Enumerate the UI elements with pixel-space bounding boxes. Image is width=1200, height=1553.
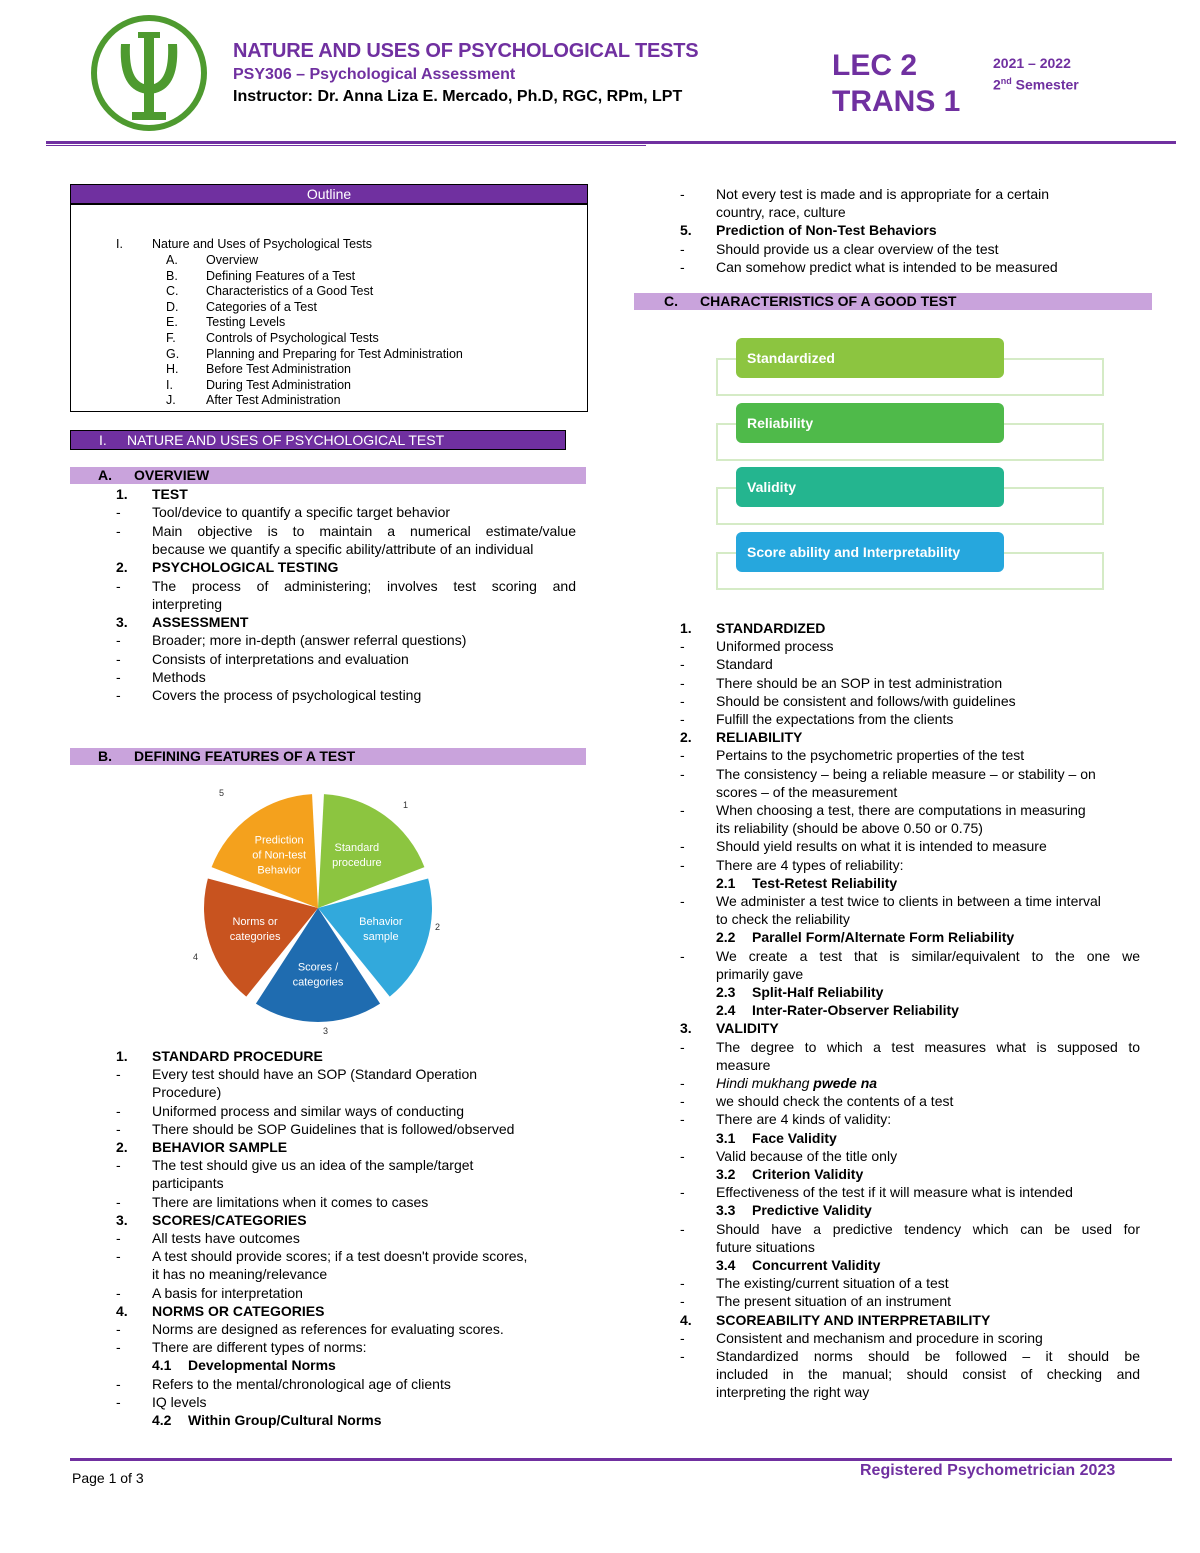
bullet-text: A basis for interpretation [152,1284,303,1301]
bullet-dash: - [116,1248,121,1265]
bullet-dash: - [680,747,685,764]
bullet-dash: - [680,1293,685,1310]
continuation-text: primarily gave [716,965,804,982]
pie-segment-label: Prediction [254,834,304,847]
bullet-text: A test should provide scores; if a test doesn't provide scores, [152,1248,528,1265]
outline-subitem-number: H. [166,362,179,377]
subitem-heading: Within Group/Cultural Norms [188,1412,382,1428]
bullet-text: we should check the contents of a test [716,1093,954,1110]
pie-segment-label: Standard [334,842,380,855]
continuation-text: interpreting [152,595,223,612]
bullet-dash: - [680,765,685,782]
bullet-dash: - [680,638,685,655]
continuation-text: scores – of the measurement [716,783,898,800]
pie-segment-label: categories [229,930,281,943]
outline-subitem [166,300,317,316]
bullet-dash: - [116,1339,121,1356]
subitem-heading: Test-Retest Reliability [752,874,898,891]
bullet-text: The consistency – being a reliable measure – or stability – on [716,765,1096,782]
outline-subitem-number: A. [166,253,178,267]
pie-segment-label: Behavior [359,915,403,928]
continuation-text: participants [152,1175,224,1192]
bullet-dash: - [116,632,121,649]
outline-box [70,184,588,412]
item-heading: BEHAVIOR SAMPLE [152,1139,288,1155]
subitem-number: 2.2 [716,929,736,946]
bullet-dash: - [680,258,685,275]
bullet-dash: - [116,1393,121,1410]
section-number: I. [99,432,107,448]
bullet-text: There should be an SOP in test administration [716,674,1003,691]
bullet-text: The process of administering; involves test scoring and [152,577,576,594]
pie-segment-number: 1 [403,800,409,810]
pie-segment-number: 3 [323,1026,329,1036]
bullet-text: Every test should have an SOP (Standard Operation [152,1066,478,1083]
bullet-dash: - [116,1066,121,1083]
bullet-dash: - [116,687,121,704]
pie-segment-label: Scores / [297,961,339,974]
bullet-text [716,1074,877,1092]
outline-subitem [166,362,351,378]
bullet-dash: - [116,1284,121,1301]
bullet-text: There are limitations when it comes to cases [152,1193,429,1210]
bullet-dash: - [680,1111,685,1128]
subsection-number: B. [98,748,112,764]
subitem-number: 4.1 [152,1357,172,1374]
bullet-text: There are 4 kinds of validity: [716,1111,892,1128]
bullet-dash: - [116,1193,121,1210]
subitem-heading: Split-Half Reliability [752,984,884,1000]
bullet-dash: - [680,1220,685,1237]
subsection-title: DEFINING FEATURES OF A TEST [134,748,356,764]
bullet-dash: - [680,893,685,909]
bullet-text: Methods [152,669,206,685]
continuation-text: future situations [716,1238,815,1255]
bullet-dash: - [680,1147,685,1164]
item-number: 3. [116,614,128,631]
bullet-dash: - [116,522,121,539]
subitem-heading: Face Validity [752,1129,837,1146]
outline-subitem-label: During Test Administration [206,377,351,392]
subsection-overview-bar [70,467,586,484]
bullet-text: All tests have outcomes [152,1230,300,1246]
item-heading: RELIABILITY [716,729,803,746]
bullet-dash: - [680,186,685,202]
item-heading: STANDARDIZED [716,620,826,636]
bullet-dash: - [116,1375,121,1392]
pie-segment-label: Behavior [257,864,301,877]
bullet-text: Consists of interpretations and evaluation [152,650,409,667]
italic-text: Hindi mukhang [716,1075,814,1091]
subitem-number: 2.3 [716,984,736,1000]
item-number: 3. [680,1020,692,1037]
bullet-text: Not every test is made and is appropriate for a certain [716,186,1050,202]
continuation-text: Procedure) [152,1084,222,1101]
item-number: 3. [116,1211,128,1228]
continuation-text: because we quantify a specific ability/attribute of an individual [152,540,534,557]
item-number: 5. [680,222,692,239]
bullet-dash: - [116,669,121,685]
outline-subitem-number: E. [166,315,178,330]
continuation-text: interpreting the right way [716,1384,870,1401]
bullet-dash: - [116,1230,121,1246]
item-heading: SCOREABILITY AND INTERPRETABILITY [716,1311,991,1328]
instructor-line: Instructor: Dr. Anna Liza E. Mercado, Ph.D, RGC, RPm, LPT [233,88,683,105]
outline-subitem-number: J. [166,393,176,408]
bullet-dash: - [680,1329,685,1346]
pie-segment-label: Norms or [232,915,278,928]
bullet-text: Covers the process of psychological testing [152,687,422,704]
pie-segment-label: of Non-test [252,849,307,862]
bullet-text: The existing/current situation of a test [716,1275,949,1292]
subitem-heading: Concurrent Validity [752,1257,881,1273]
bullet-text: Pertains to the psychometric properties of the test [716,747,1025,764]
characteristic-pill: Score ability and Interpretability [736,532,1004,572]
outline-subitem [166,378,351,394]
item-number: 1. [116,1048,128,1064]
outline-subitem [166,284,373,300]
item-heading: STANDARD PROCEDURE [152,1048,323,1064]
bullet-text: There are different types of norms: [152,1339,367,1356]
defining-features-pie [185,780,455,1042]
semester-number: 2 [993,76,1001,93]
bullet-text: Can somehow predict what is intended to be measured [716,258,1058,275]
item-heading: ASSESSMENT [152,614,249,631]
bullet-dash: - [116,650,121,667]
outline-subitem-label: After Test Administration [206,393,341,408]
continuation-text: to check the reliability [716,911,850,928]
outline-subitem [166,347,463,363]
outline-subitem-number: D. [166,299,179,314]
bullet-text: Effectiveness of the test if it will measure what is intended [716,1184,1073,1201]
characteristic-pill: Reliability [736,403,1004,443]
lec-number: LEC 2 [832,49,918,82]
bullet-text: Fulfill the expectations from the clients [716,711,954,727]
bullet-dash: - [680,1038,685,1055]
subitem-heading: Parallel Form/Alternate Form Reliability [752,929,1015,946]
semester-word: Semester [1011,76,1079,93]
bullet-text: Should have a predictive tendency which can be used for [716,1220,1140,1237]
item-number: 2. [680,729,692,746]
bullet-dash: - [680,1275,685,1292]
subitem-heading: Predictive Validity [752,1202,872,1219]
item-number: 4. [680,1311,692,1328]
bullet-text: There are 4 types of reliability: [716,856,904,873]
continuation-text: country, race, culture [716,204,846,221]
section-heading-bar [70,430,566,450]
outline-subitem [166,331,379,347]
bullet-dash: - [680,947,685,964]
bullet-dash: - [680,856,685,873]
semester [993,76,1079,93]
item-number: 2. [116,559,128,576]
item-number: 1. [116,486,128,502]
bullet-text: There should be SOP Guidelines that is followed/observed [152,1120,515,1137]
item-heading: SCORES/CATEGORIES [152,1211,307,1228]
outline-subitem-label: Categories of a Test [206,299,317,314]
continuation-text: its reliability (should be above 0.50 or 0.75) [716,820,983,837]
subitem-number: 4.2 [152,1412,172,1428]
bullet-dash: - [680,711,685,727]
pie-segment-number: 2 [435,922,441,932]
bullet-dash: - [680,1093,685,1110]
bullet-text: Uniformed process [716,638,834,655]
outline-subitem-number: B. [166,268,178,283]
bullet-dash: - [116,1321,121,1337]
bullet-text: The test should give us an idea of the sample/target [152,1157,474,1174]
pie-segment-label: sample [363,930,399,943]
header-divider-thin [46,145,646,146]
bullet-dash: - [680,656,685,673]
continuation-text: included in the manual; should consist of checking and [716,1366,1140,1383]
outline-subitem-label: Characteristics of a Good Test [206,284,374,299]
lecture-label [832,48,960,120]
item-heading: VALIDITY [716,1020,779,1037]
pie-segment-label: procedure [332,857,382,870]
item-number: 2. [116,1139,128,1155]
bullet-dash: - [680,240,685,257]
outline-subitem-number: G. [166,346,180,361]
page-number: Page 1 of 3 [72,1470,144,1486]
bullet-text: Broader; more in-depth (answer referral questions) [152,632,467,649]
item-number: 1. [680,620,692,636]
subitem-number: 3.1 [716,1129,736,1146]
bullet-dash: - [116,504,121,521]
continuation-text: measure [716,1056,771,1073]
item-heading: Prediction of Non-Test Behaviors [716,222,937,239]
bullet-text: Main objective is to maintain a numerical estimate/value [152,522,576,539]
bullet-dash: - [680,802,685,818]
bullet-text: Tool/device to quantify a specific target behavior [152,504,451,521]
bullet-dash: - [680,1075,685,1091]
bullet-dash: - [116,1157,121,1174]
bullet-dash: - [680,1348,685,1364]
bullet-dash: - [116,1120,121,1137]
bullet-text: Should yield results on what it is intended to measure [716,838,1047,855]
item-heading: TEST [152,486,188,502]
subitem-number: 3.4 [716,1257,736,1273]
school-year: 2021 – 2022 [993,55,1071,71]
outline-subitem-label: Before Test Administration [206,362,351,377]
subitem-heading: Developmental Norms [188,1357,336,1374]
characteristic-pill: Validity [736,467,1004,507]
semester-suffix: nd [1000,76,1012,86]
bullet-text: Should provide us a clear overview of the test [716,240,999,257]
continuation-text: it has no meaning/relevance [152,1266,328,1283]
subitem-heading: Criterion Validity [752,1166,864,1182]
trans-number: TRANS 1 [832,85,961,118]
subitem-heading: Inter-Rater-Observer Reliability [752,1002,959,1019]
bullet-text: We administer a test twice to clients in between a time interval [716,893,1101,909]
outline-subitem-label: Defining Features of a Test [206,268,356,283]
subsection-title: CHARACTERISTICS OF A GOOD TEST [700,293,957,309]
item-heading: PSYCHOLOGICAL TESTING [152,559,339,576]
bullet-text: Consistent and mechanism and procedure in scoring [716,1329,1043,1346]
outline-subitem-label: Controls of Psychological Tests [206,331,379,345]
outline-subitem [166,253,258,269]
course-subtitle: PSY306 – Psychological Assessment [233,66,516,83]
bullet-dash: - [680,692,685,709]
outline-subitem-number: C. [166,284,179,299]
pie-segment-label: categories [292,976,344,989]
subsection-title: OVERVIEW [134,467,210,483]
bullet-dash: - [116,577,121,594]
characteristic-pill: Standardized [736,338,1004,378]
outline-heading: Outline [71,185,587,205]
bullet-dash: - [680,1184,685,1201]
section-title: NATURE AND USES OF PSYCHOLOGICAL TEST [127,432,445,448]
document-title: NATURE AND USES OF PSYCHOLOGICAL TESTS [233,40,699,62]
pie-segment-number: 5 [219,788,225,798]
outline-item-label: Nature and Uses of Psychological Tests [152,237,373,251]
outline-subitem [166,393,341,409]
bullet-text: Standard [716,656,773,673]
bullet-dash: - [680,838,685,855]
bullet-dash: - [116,1102,121,1119]
item-heading: NORMS OR CATEGORIES [152,1302,325,1319]
subsection-defining-bar [70,748,586,765]
subsection-characteristics-bar [634,293,1152,310]
bullet-text: The degree to which a test measures what is supposed to [716,1038,1140,1055]
bullet-text: Should be consistent and follows/with guidelines [716,692,1016,709]
outline-subitem-number: F. [166,331,176,345]
footer-brand: Registered Psychometrician 2023 [860,1462,1116,1479]
subitem-number: 2.1 [716,874,736,891]
bullet-text: Norms are designed as references for evaluating scores. [152,1321,504,1337]
outline-subitem [166,315,285,331]
subitem-number: 2.4 [716,1002,736,1019]
bullet-dash: - [680,674,685,691]
subsection-number: C. [664,293,678,309]
footer-divider [70,1458,1172,1461]
subitem-number: 3.2 [716,1166,736,1182]
subitem-number: 3.3 [716,1202,736,1219]
outline-subitem-number: I. [166,377,173,392]
outline-subitem [166,269,355,285]
bullet-text: Standardized norms should be followed – it should be [716,1348,1140,1364]
outline-item-number: I. [116,237,123,251]
pie-segment-number: 4 [193,952,199,962]
header-divider [46,141,1176,144]
bullet-text: When choosing a test, there are computations in measuring [716,802,1086,818]
outline-subitem-label: Planning and Preparing for Test Administration [206,346,463,361]
bullet-text: We create a test that is similar/equivalent to the one we [716,947,1140,964]
item-number: 4. [116,1302,128,1319]
subsection-number: A. [98,467,112,483]
bullet-text: The present situation of an instrument [716,1293,952,1310]
outline-subitem-label: Testing Levels [206,315,286,330]
bullet-text: Uniformed process and similar ways of conducting [152,1102,465,1119]
italic-bold-text: pwede na [813,1075,878,1091]
bullet-text: Valid because of the title only [716,1147,898,1164]
outline-subitem-label: Overview [206,253,259,267]
bullet-text: IQ levels [152,1393,207,1410]
outline-item [116,237,372,253]
psi-logo-icon [88,14,210,132]
bullet-text: Refers to the mental/chronological age of clients [152,1375,451,1392]
